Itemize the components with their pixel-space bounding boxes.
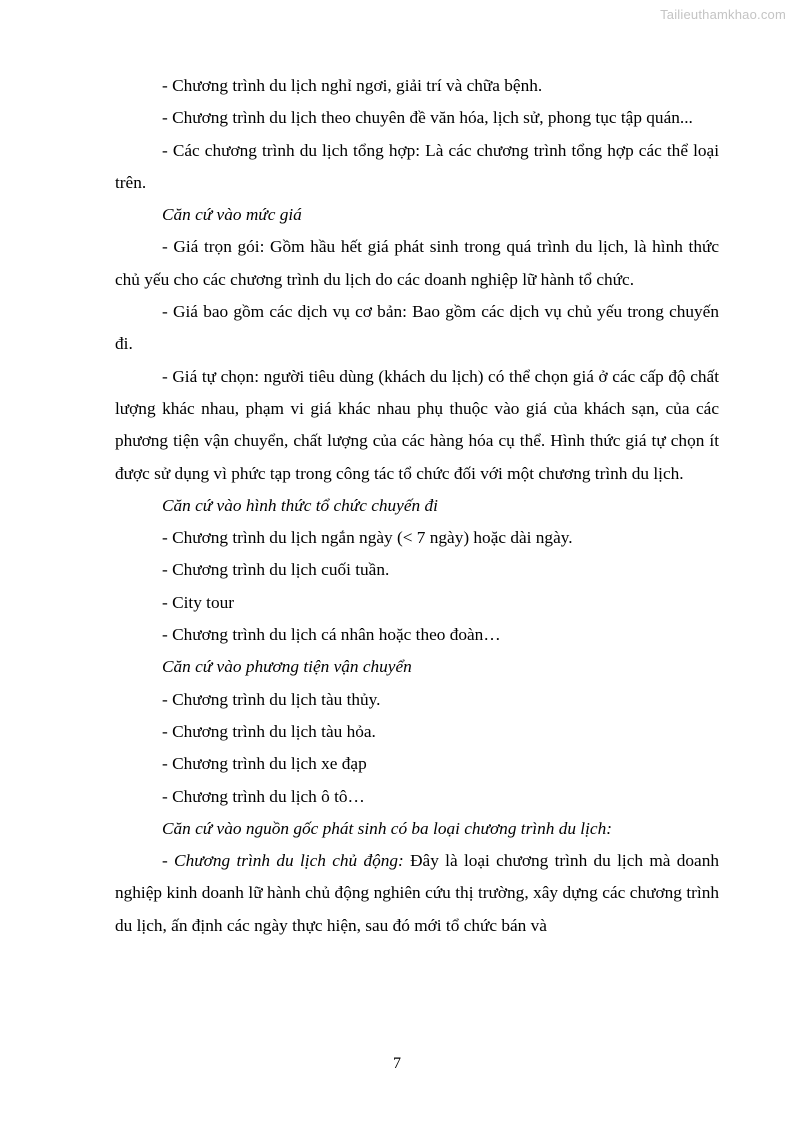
paragraph: - Chương trình du lịch ô tô… xyxy=(162,786,365,806)
paragraph: - City tour xyxy=(162,592,235,612)
paragraph: - Chương trình du lịch nghỉ ngơi, giải trí và chữa bệnh. xyxy=(162,76,543,95)
document-body xyxy=(115,70,719,942)
section-heading: Căn cứ vào hình thức tổ chức chuyến đi xyxy=(162,495,438,515)
section-heading: Căn cứ vào mức giá xyxy=(162,205,302,225)
section-heading: Căn cứ vào phương tiện vận chuyển xyxy=(162,657,412,677)
paragraph: - Chương trình du lịch xe đạp xyxy=(162,754,367,774)
paragraph: - Giá trọn gói: Gồm hầu hết giá phát sinh trong quá trình du lịch, là hình thức chủ yếu cho các chương trình du lịch do các doanh nghiệp lữ hành tổ chức. xyxy=(115,237,719,289)
section-heading: Căn cứ vào nguồn gốc phát sinh có ba loại chương trình du lịch: xyxy=(162,818,612,838)
paragraph-text: Đây là loại chương trình du lịch mà doanh nghiệp kinh doanh lữ hành chủ động nghiên cứu thị trường, xây dựng các chương trình du lịch, ấn định các ngày thực hiện, sau đó mới tổ chức bán và xyxy=(115,851,719,935)
paragraph xyxy=(115,845,719,942)
paragraph: - Chương trình du lịch cá nhân hoặc theo đoàn… xyxy=(162,625,501,645)
paragraph-lead: - Chương trình du lịch chủ động: xyxy=(162,851,404,871)
paragraph: - Chương trình du lịch theo chuyên đề văn hóa, lịch sử, phong tục tập quán... xyxy=(162,108,693,128)
paragraph: - Chương trình du lịch ngắn ngày (< 7 ngày) hoặc dài ngày. xyxy=(162,528,573,548)
paragraph: - Chương trình du lịch tàu hỏa. xyxy=(162,721,376,741)
page-number: 7 xyxy=(393,1055,401,1072)
watermark: Tailieuthamkhao.com xyxy=(660,7,786,22)
paragraph: - Giá tự chọn: người tiêu dùng (khách du lịch) có thể chọn giá ở các cấp độ chất lượng khác nhau, phạm vi giá khác nhau phụ thuộc vào giá của khách sạn, của các phương tiện vận chuyển, chất lượng của các hàng hóa cụ thể. Hình thức giá tự chọn ít được sử dụng vì phức tạp trong công tác tổ chức đối với một chương trình du lịch. xyxy=(115,366,719,483)
paragraph: - Giá bao gồm các dịch vụ cơ bản: Bao gồm các dịch vụ chủ yếu trong chuyến đi. xyxy=(115,302,719,354)
paragraph: - Chương trình du lịch tàu thủy. xyxy=(162,689,381,709)
paragraph: - Các chương trình du lịch tổng hợp: Là các chương trình tổng hợp các thể loại trên. xyxy=(115,140,719,192)
paragraph: - Chương trình du lịch cuối tuần. xyxy=(162,560,390,580)
